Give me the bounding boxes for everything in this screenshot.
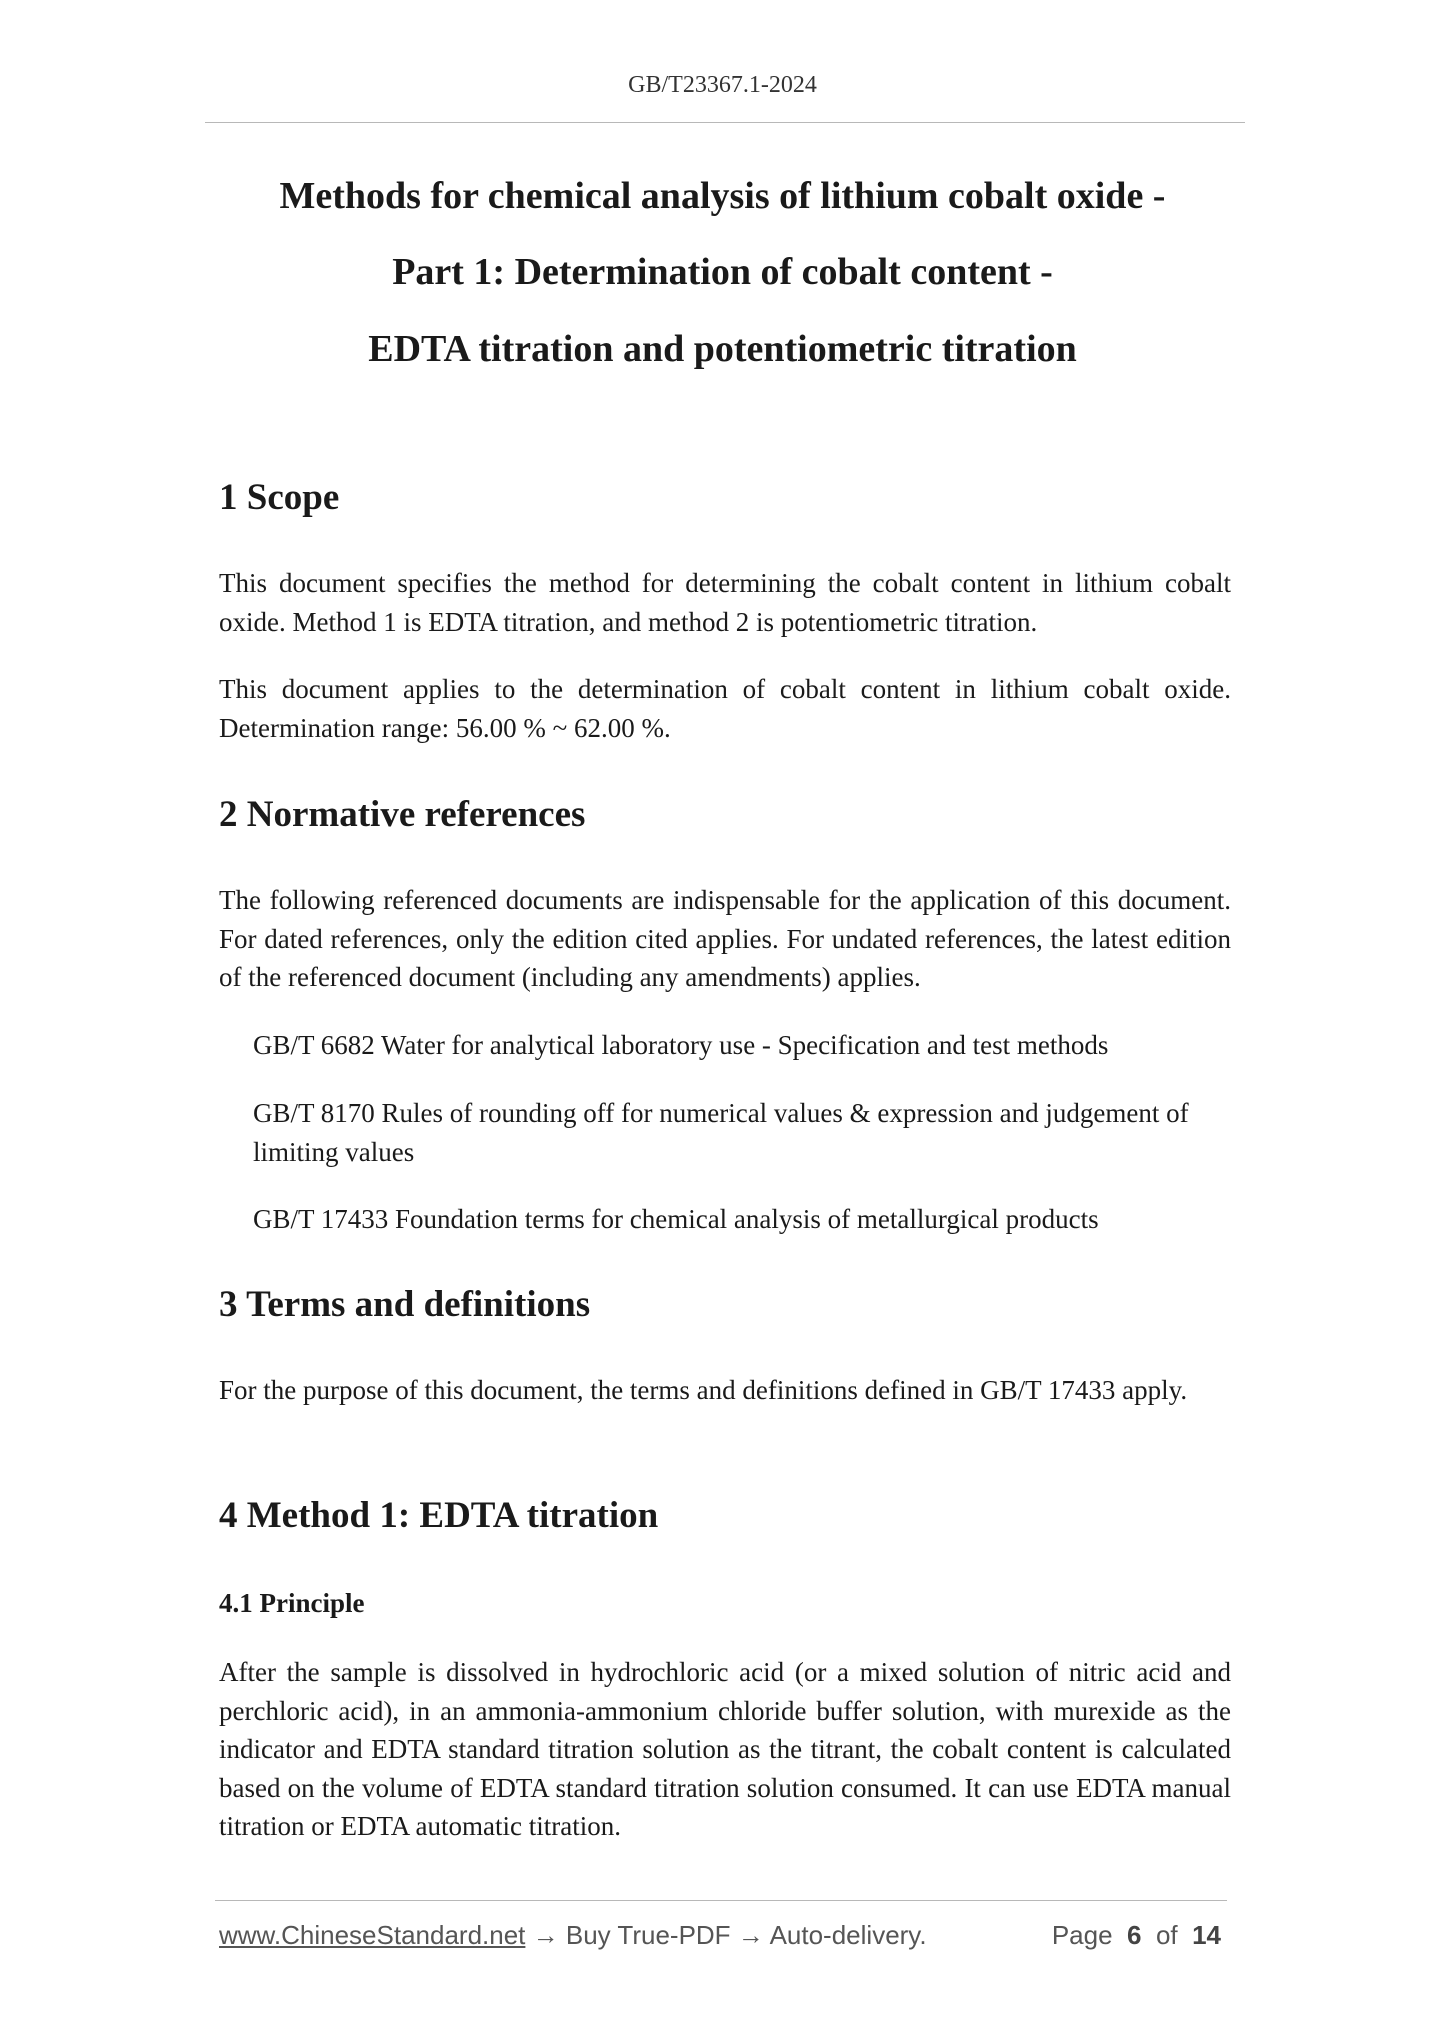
section-2-heading: 2 Normative references: [219, 794, 586, 835]
terms-paragraph: For the purpose of this document, the terms and definitions defined in GB/T 17433 apply.: [219, 1375, 1188, 1405]
website-link[interactable]: www.ChineseStandard.net: [219, 1920, 526, 1950]
reference-item: GB/T 17433 Foundation terms for chemical analysis of metallurgical products: [253, 1204, 1099, 1234]
page-total: 14: [1192, 1920, 1221, 1950]
page-current: 6: [1127, 1920, 1142, 1950]
reference-item: GB/T 6682 Water for analytical laboratory use - Specification and test methods: [253, 1030, 1109, 1060]
principle-paragraph: After the sample is dissolved in hydrochloric acid (or a mixed solution of nitric acid and perchloric acid), in an ammonia-ammonium chloride buffer solution, with murexide as the indicator and EDTA standard titration solution as the titrant, the cobalt content is calculated based on the volume of EDTA standard titration solution consumed. It can use EDTA manual titration or EDTA automatic titration.: [219, 1657, 1231, 1841]
scope-paragraph-1: This document specifies the method for determining the cobalt content in lithium cobalt oxide. Method 1 is EDTA titration, and method 2 is potentiometric titration.: [219, 568, 1231, 637]
page-of: of: [1155, 1920, 1178, 1950]
section-1-heading: 1 Scope: [219, 477, 340, 518]
section-4-1-heading: 4.1 Principle: [219, 1588, 365, 1618]
document-code-header: GB/T23367.1-2024: [628, 72, 817, 98]
normative-paragraph: The following referenced documents are indispensable for the application of this document. For dated references, only the edition cited applies. For undated references, the latest edition of the referenced document (including any amendments) applies.: [219, 885, 1231, 992]
footer-divider: [215, 1900, 1227, 1901]
page-word: Page: [1051, 1920, 1113, 1950]
page-indicator: [1052, 1920, 1221, 1951]
footer-tagline: → Buy True-PDF → Auto-delivery.: [525, 1920, 927, 1950]
page-footer: [219, 1920, 1231, 1951]
scope-paragraph-2: This document applies to the determination of cobalt content in lithium cobalt oxide. Determination range: 56.00 % ~ 62.00 %.: [219, 674, 1231, 743]
section-4-heading: 4 Method 1: EDTA titration: [219, 1495, 659, 1536]
title-line-3: EDTA titration and potentiometric titration: [368, 328, 1077, 370]
header-divider: [205, 122, 1245, 123]
title-line-1: Methods for chemical analysis of lithium cobalt oxide -: [279, 175, 1166, 217]
reference-item: GB/T 8170 Rules of rounding off for numerical values & expression and judgement of limiting values: [253, 1098, 1189, 1167]
section-3-heading: 3 Terms and definitions: [219, 1284, 591, 1325]
title-line-2: Part 1: Determination of cobalt content -: [392, 251, 1053, 293]
